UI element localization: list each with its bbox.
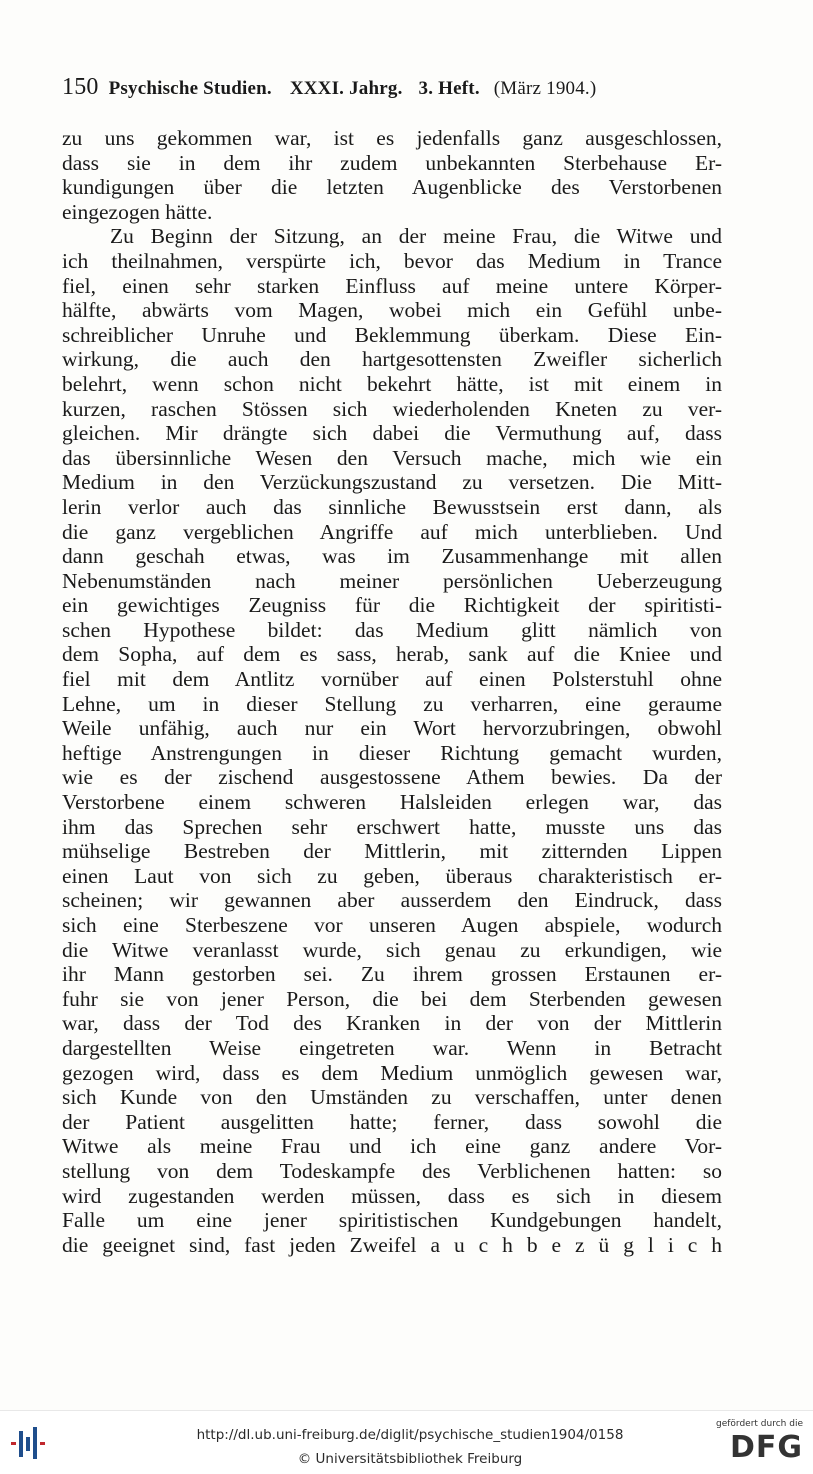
journal-title: Psychische Studien. (108, 78, 272, 99)
text-line: kundigungen über die letzten Augenblicke des Verstorbenen (62, 175, 722, 200)
text-line: belehrt, wenn schon nicht bekehrt hätte, ist mit einem in (62, 371, 722, 396)
issue: 3. Heft. (418, 78, 480, 99)
text-line: stellung von dem Todeskampfe des Verblichenen hatten: so (62, 1158, 722, 1183)
text-line: fiel mit dem Antlitz vornüber auf einen Polsterstuhl ohne (62, 667, 722, 692)
text-line: gezogen wird, dass es dem Medium unmöglich gewesen war, (62, 1060, 722, 1085)
text-line: hälfte, abwärts vom Magen, wobei mich ein Gefühl unbe- (62, 298, 722, 323)
volume: XXXI. Jahrg. (289, 78, 403, 99)
text-line: wie es der zischend ausgestossene Athem bewies. Da der (62, 765, 722, 790)
text-line: dass sie in dem ihr zudem unbekannten Sterbehause Er- (62, 150, 722, 175)
text-line: das übersinnliche Wesen den Versuch mache, mich wie ein (62, 445, 722, 470)
text-line: scheinen; wir gewannen aber ausserdem den Eindruck, dass (62, 888, 722, 913)
text-line: Weile unfähig, auch nur ein Wort hervorzubringen, obwohl (62, 716, 722, 741)
text-line: ich theilnahmen, verspürte ich, bevor das Medium in Trance (62, 248, 722, 273)
text-line: der Patient ausgelitten hatte; ferner, dass sowohl die (62, 1109, 722, 1134)
text-line: Nebenumständen nach meiner persönlichen Ueberzeugung (62, 568, 722, 593)
library-logo-icon (8, 1425, 48, 1461)
text-line: sich Kunde von den Umständen zu verschaffen, unter denen (62, 1085, 722, 1110)
text-line: dann geschah etwas, was im Zusammenhange mit allen (62, 544, 722, 569)
text-line: Zu Beginn der Sitzung, an der meine Frau, die Witwe und (110, 224, 722, 249)
text-line: Medium in den Verzückungszustand zu versetzen. Die Mitt- (62, 470, 722, 495)
text-line: schreiblicher Unruhe und Beklemmung überkam. Diese Ein- (62, 322, 722, 347)
text-line: schen Hypothese bildet: das Medium glitt nämlich von (62, 617, 722, 642)
text-line: dem Sopha, auf dem es sass, herab, sank auf die Kniee und (62, 642, 722, 667)
text-line: fuhr sie von jener Person, die bei dem Sterbenden gewesen (62, 986, 722, 1011)
running-head (62, 74, 722, 104)
text-line: heftige Anstrengungen in dieser Richtung gemacht wurden, (62, 740, 722, 765)
text-line: eingezogen hätte. (62, 199, 213, 224)
text-line: zu uns gekommen war, ist es jedenfalls ganz ausgeschlossen, (62, 126, 722, 150)
text-line: ihr Mann gestorben sei. Zu ihrem grossen Erstaunen er- (62, 962, 722, 987)
text-line: wirkung, die auch den hartgesottensten Zweifler sicherlich (62, 347, 722, 372)
text-line: mühselige Bestreben der Mittlerin, mit zitternden Lippen (62, 839, 722, 864)
text-line: dargestellten Weise eingetreten war. Wenn in Betracht (62, 1035, 722, 1060)
text-line: sich eine Sterbeszene vor unseren Augen abspiele, wodurch (62, 913, 722, 937)
text-line: ihm das Sprechen sehr erschwert hatte, musste uns das (62, 814, 722, 839)
text-line: die geeignet sind, fast jeden Zweifel a u c h b e z ü g l i c h (62, 1232, 722, 1257)
text-line: ein gewichtiges Zeugniss für die Richtigkeit der spiritisti- (62, 593, 722, 618)
text-line: einen Laut von sich zu geben, überaus charakteristisch er- (62, 863, 722, 888)
text-line: Witwe als meine Frau und ich eine ganz andere Vor- (62, 1134, 722, 1159)
copyright-notice: © Universitätsbibliothek Freiburg (297, 1451, 523, 1467)
text-line: fiel, einen sehr starken Einfluss auf meine untere Körper- (62, 273, 722, 298)
text-line: Falle um eine jener spiritistischen Kundgebungen handelt, (62, 1208, 722, 1233)
text-line: Lehne, um in dieser Stellung zu verharren, eine geraume (62, 691, 722, 716)
page-number: 150 (62, 74, 99, 100)
text-line: wird zugestanden werden müssen, dass es sich in diesem (62, 1183, 722, 1208)
document-url[interactable]: http://dl.ub.uni-freiburg.de/diglit/psychische_studien1904/0158 (196, 1427, 624, 1443)
text-line: lerin verlor auch das sinnliche Bewusstsein erst dann, als (62, 494, 722, 519)
text-line: kurzen, raschen Stössen sich wiederholenden Kneten zu ver- (62, 396, 722, 421)
text-line: war, dass der Tod des Kranken in der von der Mittlerin (62, 1011, 722, 1036)
viewer-footer (0, 1410, 813, 1474)
issue-date: (März 1904.) (493, 78, 597, 99)
text-line: die ganz vergeblichen Angriffe auf mich unterblieben. Und (62, 519, 722, 544)
text-line: Verstorbene einem schweren Halsleiden erlegen war, das (62, 790, 722, 815)
text-line: gleichen. Mir drängte sich dabei die Vermuthung auf, dass (62, 421, 722, 446)
body-text (62, 126, 722, 1257)
dfg-logo: DFG (729, 1430, 803, 1465)
dfg-caption: gefördert durch die (716, 1419, 803, 1429)
text-line: die Witwe veranlasst wurde, sich genau zu erkundigen, wie (62, 937, 722, 962)
